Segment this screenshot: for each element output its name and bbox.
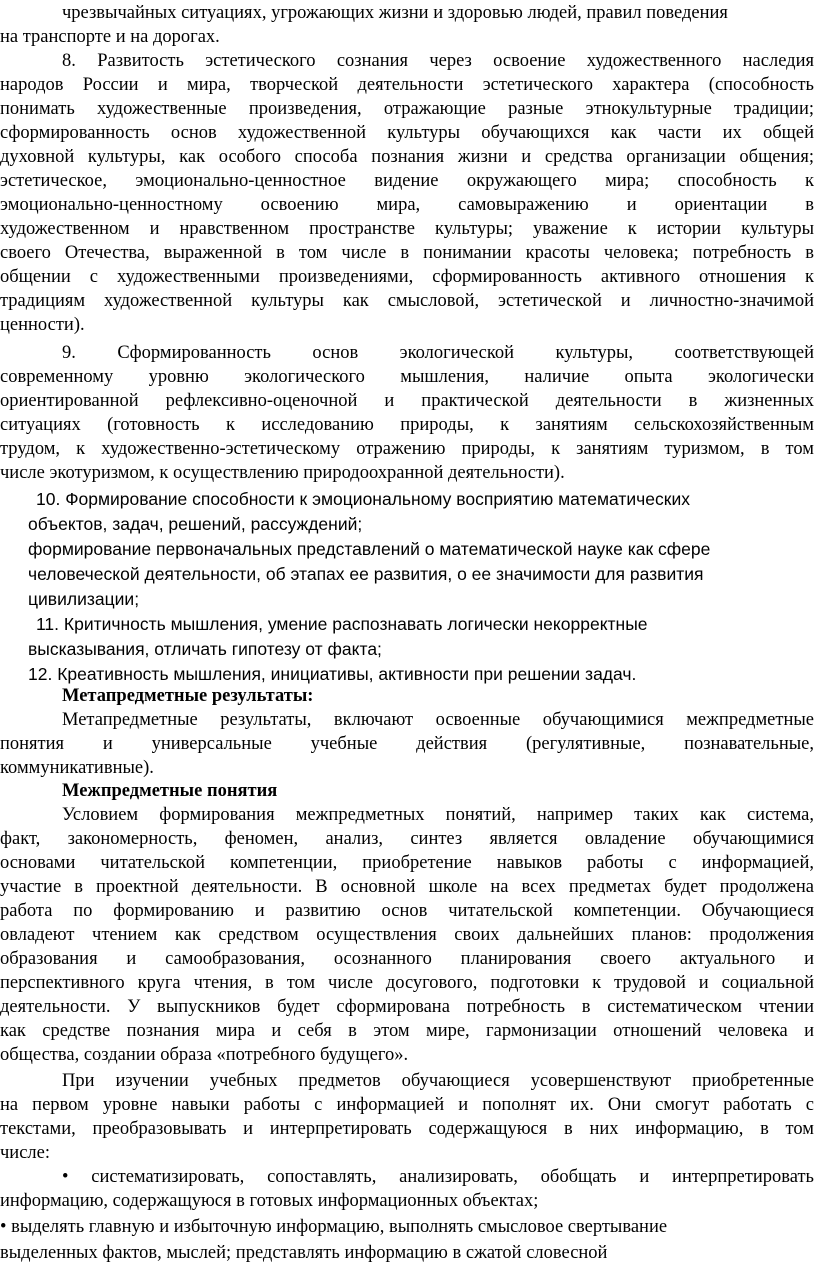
paragraph-study-line: на первом уровне навыки работы с информацией и пополнят их. Они смогут работать с — [0, 1095, 814, 1115]
paragraph-meta-line: коммуникативные). — [0, 758, 154, 778]
bullet-item-line: информацию, содержащуюся в готовых информационных объектах; — [0, 1191, 539, 1211]
paragraph-8-line: эмоционально-ценностному освоению мира, самовыражению и ориентации в — [0, 195, 814, 215]
paragraph-concepts-line: как средстве познания мира и себя в этом мире, гармонизации отношений человека и — [0, 1021, 814, 1041]
paragraph-8-line: понимать художественные произведения, отражающие разные этнокультурные традиции; — [0, 99, 814, 119]
paragraph-8-line: общении с художественными произведениями, сформированность активного отношения к — [0, 267, 814, 287]
paragraph-9-line: современному уровню экологического мышления, наличие опыта экологически — [0, 367, 814, 387]
paragraph-12-line: 12. Креативность мышления, инициативы, активности при решении задач. — [28, 664, 637, 684]
paragraph-11-line: 11. Критичность мышления, умение распознавать логически некорректные — [36, 614, 648, 634]
paragraph-study-line: При изучении учебных предметов обучающиеся усовершенствуют приобретенные — [62, 1071, 814, 1091]
paragraph-10-line: формирование первоначальных представлений о математической науке как сфере — [28, 539, 711, 559]
paragraph-8-line: духовной культуры, как особого способа познания жизни и средства организации общения; — [0, 147, 814, 167]
paragraph-meta-line: Метапредметные результаты, включают освоенные обучающимися межпредметные — [62, 710, 814, 730]
paragraph-8-line: ценности). — [0, 315, 85, 335]
paragraph-concepts-line: факт, закономерность, феномен, анализ, синтез является овладение обучающимися — [0, 829, 814, 849]
paragraph-8-line: сформированность основ художественной культуры обучающихся как части их общей — [0, 123, 814, 143]
paragraph-9-line: ситуациях (готовность к исследованию природы, к занятиям сельскохозяйственным — [0, 415, 814, 435]
paragraph-10-line: человеческой деятельности, об этапах ее развития, о ее значимости для развития — [28, 564, 704, 584]
paragraph-10-line: объектов, задач, решений, рассуждений; — [28, 514, 363, 534]
paragraph-9-line: трудом, к художественно-эстетическому отражению природы, к занятиям туризмом, в том — [0, 439, 814, 459]
section-heading-concepts: Межпредметные понятия — [62, 781, 278, 801]
paragraph-study-line: текстами, преобразовывать и интерпретировать содержащуюся в них информацию, в том — [0, 1119, 814, 1139]
paragraph-9-line: числе экотуризмом, к осуществлению природоохранной деятельности). — [0, 463, 565, 483]
paragraph-concepts-line: деятельности. У выпускников будет сформирована потребность в систематическом чтении — [0, 997, 814, 1017]
paragraph-concepts-line: участие в проектной деятельности. В основной школе на всех предметах будет продолжена — [0, 877, 814, 897]
paragraph-8-line: своего Отечества, выраженной в том числе в понимании красоты человека; потребность в — [0, 243, 814, 263]
paragraph-study-line: числе: — [0, 1143, 50, 1163]
paragraph-8-line: художественном и нравственном пространстве культуры; уважение к истории культуры — [0, 219, 814, 239]
paragraph-concepts-line: Условием формирования межпредметных понятий, например таких как система, — [62, 805, 814, 825]
paragraph-8-line: 8. Развитость эстетического сознания через освоение художественного наследия — [62, 51, 814, 71]
paragraph-10-line: цивилизации; — [28, 589, 140, 609]
paragraph-concepts-line: образования и самообразования, осознанного планирования своего актуального и — [0, 949, 814, 969]
paragraph-concepts-line: работа по формированию и развитию основ читательской компетенции. Обучающиеся — [0, 901, 814, 921]
bullet-item-line: выделенных фактов, мыслей; представлять информацию в сжатой словесной — [0, 1243, 608, 1263]
paragraph-8-line: эстетическое, эмоционально-ценностное видение окружающего мира; способность к — [0, 171, 814, 191]
paragraph-concepts-line: овладеют чтением как средством осуществления своих дальнейших планов: продолжения — [0, 925, 814, 945]
paragraph-10-line: 10. Формирование способности к эмоциональному восприятию математических — [36, 489, 690, 509]
paragraph-9-line: 9. Сформированность основ экологической культуры, соответствующей — [62, 343, 814, 363]
paragraph-concepts-line: общества, создании образа «потребного будущего». — [0, 1045, 409, 1065]
paragraph-concepts-line: основами читательской компетенции, приобретение навыков работы с информацией, — [0, 853, 814, 873]
paragraph-meta-line: понятия и универсальные учебные действия (регулятивные, познавательные, — [0, 734, 814, 754]
paragraph-11-line: высказывания, отличать гипотезу от факта; — [28, 639, 382, 659]
paragraph-9-line: ориентированной рефлексивно-оценочной и практической деятельности в жизненных — [0, 391, 814, 411]
paragraph-8-line: народов России и мира, творческой деятельности эстетического характера (способность — [0, 75, 814, 95]
bullet-item-line: • систематизировать, сопоставлять, анализировать, обобщать и интерпретировать — [62, 1167, 814, 1187]
paragraph-concepts-line: перспективного круга чтения, в том числе досугового, подготовки к трудовой и социальной — [0, 973, 814, 993]
paragraph-line: чрезвычайных ситуациях, угрожающих жизни и здоровью людей, правил поведения — [62, 3, 728, 23]
section-heading-meta-results: Метапредметные результаты: — [62, 686, 314, 706]
paragraph-line: на транспорте и на дорогах. — [0, 27, 220, 47]
paragraph-8-line: традициям художественной культуры как смысловой, эстетической и личностно-значимой — [0, 291, 814, 311]
bullet-item-line: • выделять главную и избыточную информацию, выполнять смысловое свертывание — [0, 1217, 668, 1237]
